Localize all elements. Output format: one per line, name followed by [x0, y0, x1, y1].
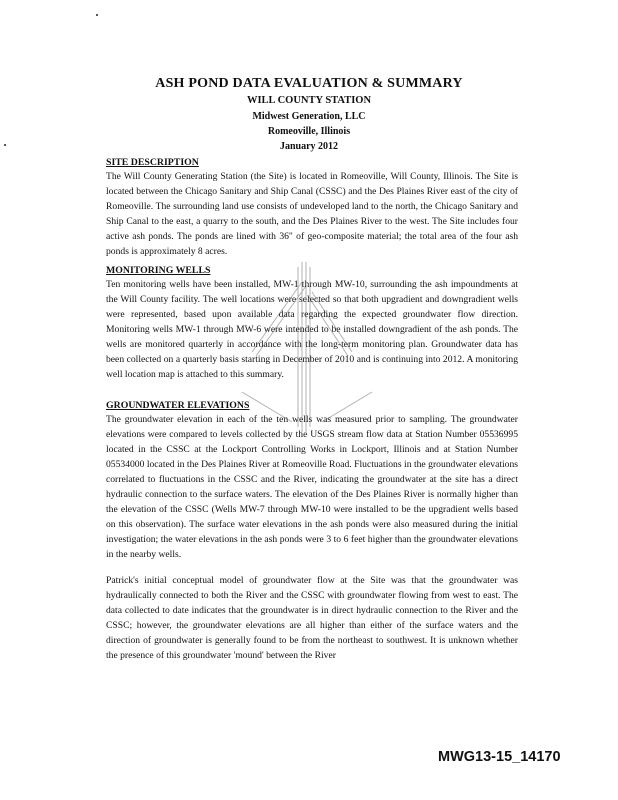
monitoring-wells-paragraph: Ten monitoring wells have been installed, MW-1 through MW-10, surrounding the ash impoundments at the Will County facility. The well locations were selected so that both upgradient and downgradient wells were represented, based upon available data regarding the expected groundwater flow direction. Monitoring wells MW-1 through MW-6 were intended to be installed downgradient of the ash ponds. The wells are monitored quarterly in accordance with the long-term monitoring plan. Groundwater data has been collected on a quarterly basis starting in December of 2010 and is continuing into 2012. A monitoring well location map is attached to this summary. — [106, 279, 518, 380]
document-title: ASH POND DATA EVALUATION & SUMMARY — [155, 76, 463, 91]
monitoring-wells-heading: MONITORING WELLS — [106, 265, 211, 276]
scan-speck — [96, 14, 98, 16]
groundwater-flow-paragraph: Patrick's initial conceptual model of groundwater flow at the Site was that the groundwater was hydraulically connected to both the River and the CSSC with groundwater flowing from west to east. The data collected to date indicates that the groundwater is in direct hydraulic connection to the River and the CSSC; however, the groundwater elevations are all higher than either of the surface waters and the direction of groundwater is generally found to be from the northeast to southwest. It is unknown whether the presence of this groundwater 'mound' between the River — [106, 575, 518, 661]
location-line: Romeoville, Illinois — [267, 126, 351, 137]
groundwater-elevations-heading: GROUNDWATER ELEVATIONS — [106, 400, 250, 411]
bates-number: MWG13-15_14170 — [438, 749, 561, 765]
scan-speck — [4, 144, 6, 146]
station-name: WILL COUNTY STATION — [246, 95, 372, 106]
date-line: January 2012 — [279, 141, 339, 152]
groundwater-elevations-paragraph: The groundwater elevation in each of the ten wells was measured prior to sampling. The groundwater elevations were compared to levels collected by the USGS stream flow data at Station Number 05536995 located in the CSSC at the Lockport Controlling Works in Lockport, Illinois and at Station Number 05534000 located in the Des Plaines River at Romeoville Road. Fluctuations in the groundwater elevations correlated to fluctuations in the CSSC and the River, indicating the groundwater at the site has a direct hydraulic connection to the surface waters. The elevation of the Des Plaines River is normally higher than the elevation of the CSSC (Wells MW-7 through MW-10 were installed to be the upgradient wells based on this observation). The surface water elevations in the ash ponds were also measured during the initial investigation; the water elevations in the ash ponds were 3 to 6 feet higher than the groundwater elevations in the nearby wells. — [106, 414, 518, 560]
site-description-heading: SITE DESCRIPTION — [106, 157, 199, 168]
company-name: Midwest Generation, LLC — [252, 111, 366, 122]
site-description-paragraph: The Will County Generating Station (the Site) is located in Romeoville, Will County, Illinois. The Site is located between the Chicago Sanitary and Ship Canal (CSSC) and the Des Plaines River east of the city of Romeoville. The surrounding land use consists of undeveloped land to the north, the Chicago Sanitary and Ship Canal to the east, a quarry to the south, and the Des Plaines River to the west. The Site includes four active ash ponds. The ponds are lined with 36" of geo-composite material; the total area of the four ash ponds is approximately 8 acres. — [106, 171, 518, 257]
watermark-artifact — [232, 262, 382, 432]
